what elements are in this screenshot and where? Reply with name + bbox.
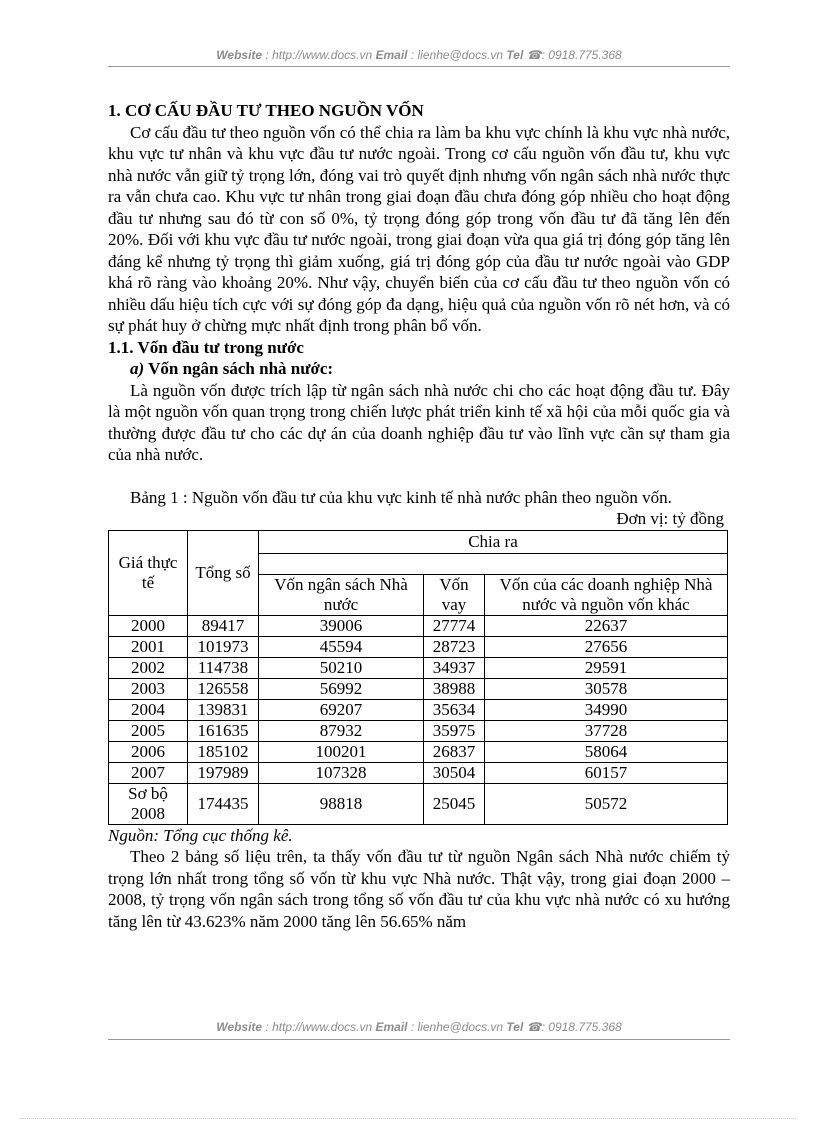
subsub-label: a) [130, 359, 145, 378]
cell-total: 185102 [188, 741, 259, 762]
subsection-title: 1.1. Vốn đầu tư trong nước [108, 337, 304, 357]
header-tel-label: Tel [506, 48, 524, 62]
table-row [109, 762, 728, 783]
cell-loan: 35634 [424, 699, 485, 720]
cell-budget: 107328 [259, 762, 424, 783]
data-table [108, 530, 728, 825]
cell-loan: 34937 [424, 657, 485, 678]
header-website-label: Website [216, 48, 263, 62]
cell-budget: 87932 [259, 720, 424, 741]
table-row [109, 783, 728, 824]
cell-budget: 69207 [259, 699, 424, 720]
cell-year: 2002 [109, 657, 188, 678]
cell-year: 2000 [109, 615, 188, 636]
cell-loan: 28723 [424, 636, 485, 657]
subsubsection-title [130, 358, 730, 380]
page-footer [108, 1020, 730, 1034]
cell-total: 126558 [188, 678, 259, 699]
cell-budget: 98818 [259, 783, 424, 824]
header-tel-value: ☎: 0918.775.368 [526, 48, 622, 62]
cell-budget: 45594 [259, 636, 424, 657]
cell-other: 27656 [485, 636, 728, 657]
page-header [108, 48, 730, 62]
header-email-label: Email [375, 48, 408, 62]
cell-loan: 25045 [424, 783, 485, 824]
footer-tel-value: ☎: 0918.775.368 [526, 1020, 622, 1034]
cell-total: 89417 [188, 615, 259, 636]
paragraph-2: Là nguồn vốn được trích lập từ ngân sách nhà nước chi cho các hoạt động đầu tư. Đây là một nguồn vốn quan trọng trong chiến lược phát triển kinh tế xã hội của mỗi quốc gia và thường được đầu tư cho các dự án của doanh nghiệp đầu tư vào lĩnh vực cần sự tham gia của nhà nước. [108, 380, 730, 464]
cell-loan: 27774 [424, 615, 485, 636]
cell-budget: 100201 [259, 741, 424, 762]
header-total: Tổng số [188, 530, 259, 615]
paragraph-3: Theo 2 bảng số liệu trên, ta thấy vốn đầu tư từ nguồn Ngân sách Nhà nước chiếm tỷ trọng lớn nhất trong tổng số vốn từ khu vực Nhà nước. Thật vậy, trong giai đoạn 2000 – 2008, tỷ trọng vốn ngân sách trong tổng số vốn đầu tư của khu vực nhà nước có xu hướng tăng lên từ 43.623% năm 2000 tăng lên 56.65% năm [108, 847, 730, 931]
cell-other: 29591 [485, 657, 728, 678]
header-budget: Vốn ngân sách Nhà nước [259, 574, 424, 615]
table-row [109, 720, 728, 741]
table-caption: Bảng 1 : Nguồn vốn đầu tư của khu vực kinh tế nhà nước phân theo nguồn vốn. [130, 487, 672, 507]
header-email-value: : lienhe@docs.vn [410, 48, 504, 62]
table-source: Nguồn: Tổng cục thống kê. [108, 825, 293, 845]
table-row [109, 678, 728, 699]
cell-other: 30578 [485, 678, 728, 699]
footer-email-label: Email [375, 1020, 408, 1034]
cell-year: 2005 [109, 720, 188, 741]
header-group: Chia ra [259, 530, 728, 553]
cell-other: 58064 [485, 741, 728, 762]
page-edge [20, 1118, 796, 1119]
cell-budget: 56992 [259, 678, 424, 699]
header-rule [108, 66, 730, 67]
footer-email-value: : lienhe@docs.vn [410, 1020, 504, 1034]
table-unit: Đơn vị: tỷ đồng [616, 509, 724, 528]
cell-total: 197989 [188, 762, 259, 783]
table-row [109, 636, 728, 657]
subsub-title-text: Vốn ngân sách nhà nước: [148, 359, 334, 378]
cell-total: 161635 [188, 720, 259, 741]
cell-loan: 35975 [424, 720, 485, 741]
header-other: Vốn của các doanh nghiệp Nhà nước và nguồn vốn khác [485, 574, 728, 615]
section-title: 1. CƠ CẤU ĐẦU TƯ THEO NGUỒN VỐN [108, 101, 424, 120]
cell-total: 114738 [188, 657, 259, 678]
cell-total: 139831 [188, 699, 259, 720]
header-loan: Vốn vay [424, 574, 485, 615]
cell-loan: 30504 [424, 762, 485, 783]
cell-loan: 38988 [424, 678, 485, 699]
cell-other: 50572 [485, 783, 728, 824]
table-row [109, 657, 728, 678]
document-body [108, 100, 730, 932]
cell-other: 37728 [485, 720, 728, 741]
table-row [109, 615, 728, 636]
header-spacer [259, 553, 728, 574]
table-row [109, 741, 728, 762]
footer-website-value: : http://www.docs.vn [265, 1020, 373, 1034]
cell-total: 101973 [188, 636, 259, 657]
cell-year: 2004 [109, 699, 188, 720]
cell-budget: 39006 [259, 615, 424, 636]
paragraph-1: Cơ cấu đầu tư theo nguồn vốn có thể chia ra làm ba khu vực chính là khu vực nhà nước, khu vực tư nhân và khu vực đầu tư nước ngoài. Trong cơ cấu nguồn vốn đầu tư, khu vực nhà nước vẫn giữ tỷ trọng lớn, đóng vai trò quyết định nhưng vốn ngân sách nhà nước thực ra vẫn chưa cao. Khu vực tư nhân trong giai đoạn đầu chưa đóng góp nhiều cho hoạt động đầu tư nhưng sau đó từ con số 0%, tỷ trọng đóng góp trong vốn đầu tư đã tăng lên đến 20%. Đối với khu vực đầu tư nước ngoài, trong giai đoạn vừa qua giá trị đóng góp tăng lên đáng kể nhưng tỷ trọng thì giảm xuống, giá trị đóng góp của đầu tư nước ngoài vào GDP khá rõ ràng vào khoảng 20%. Như vậy, chuyển biến của cơ cấu đầu tư theo nguồn vốn có nhiều dấu hiệu tích cực với sự đóng góp đa dạng, hiệu quả của nguồn vốn rõ nét hơn, và có sự phát huy ở chừng mực nhất định trong phân bổ vốn. [108, 122, 730, 335]
table-row [109, 699, 728, 720]
footer-rule [108, 1039, 730, 1040]
cell-year: Sơ bộ 2008 [109, 783, 188, 824]
cell-other: 22637 [485, 615, 728, 636]
footer-tel-label: Tel [506, 1020, 524, 1034]
cell-budget: 50210 [259, 657, 424, 678]
header-year: Giá thực tế [109, 530, 188, 615]
cell-other: 34990 [485, 699, 728, 720]
cell-year: 2003 [109, 678, 188, 699]
cell-other: 60157 [485, 762, 728, 783]
cell-year: 2007 [109, 762, 188, 783]
cell-loan: 26837 [424, 741, 485, 762]
cell-year: 2006 [109, 741, 188, 762]
footer-website-label: Website [216, 1020, 263, 1034]
cell-total: 174435 [188, 783, 259, 824]
cell-year: 2001 [109, 636, 188, 657]
header-website-value: : http://www.docs.vn [265, 48, 373, 62]
